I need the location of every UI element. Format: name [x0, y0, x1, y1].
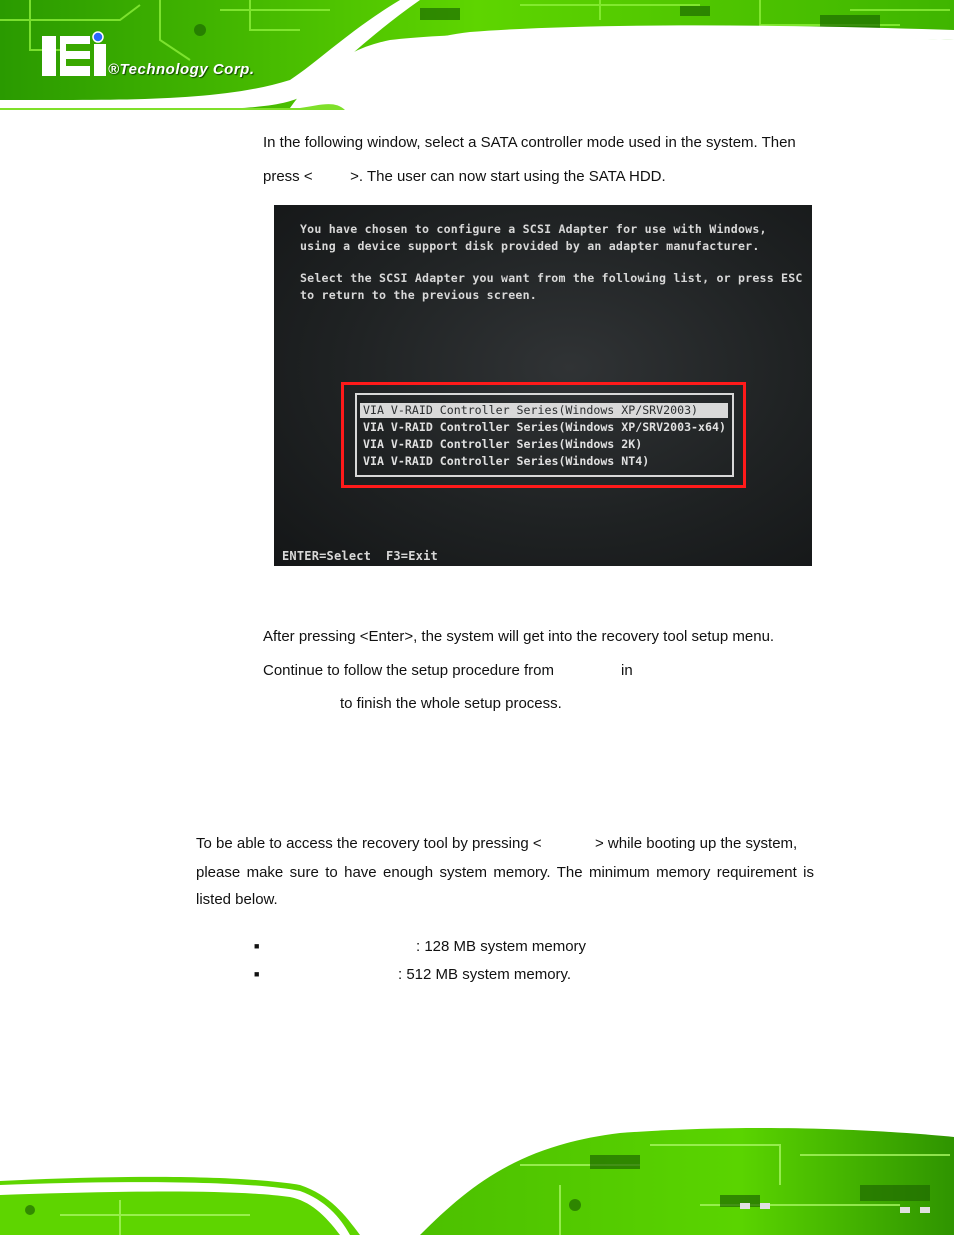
memory-line-2: please make sure to have enough system memory. The minimum memory requirement is — [196, 864, 814, 881]
console-line: You have chosen to configure a SCSI Adapter for use with Windows, — [300, 222, 767, 236]
bullet-item: : 512 MB system memory. — [398, 966, 572, 983]
adapter-list[interactable] — [355, 393, 734, 477]
setup-screenshot — [274, 205, 812, 566]
intro-line-1: In the following window, select a SATA controller mode used in the system. Then — [263, 134, 796, 151]
after-line-1: After pressing <Enter>, the system will get into the recovery tool setup menu. — [263, 628, 775, 645]
bullet-icon: ■ — [254, 969, 260, 979]
console-line: to return to the previous screen. — [300, 288, 537, 302]
intro-line-2: press < >. The user can now start using the SATA HDD. — [263, 168, 666, 185]
memory-line-1a: To be able to access the recovery tool by pressing < — [196, 835, 542, 852]
console-line: using a device support disk provided by an adapter manufacturer. — [300, 239, 760, 253]
company-name: ®Technology Corp. — [108, 61, 255, 78]
console-line: Select the SCSI Adapter you want from the following list, or press ESC — [300, 271, 803, 285]
status-bar: ENTER=Select F3=Exit — [282, 549, 438, 563]
adapter-option[interactable]: VIA V-RAID Controller Series(Windows XP/SRV2003-x64) — [363, 420, 726, 434]
bullet-item: : 128 MB system memory — [416, 938, 587, 955]
memory-line-3: listed below. — [196, 891, 278, 908]
adapter-option-selected[interactable]: VIA V-RAID Controller Series(Windows XP/SRV2003) — [363, 403, 699, 417]
memory-line-1b: > while booting up the system, — [595, 835, 798, 852]
adapter-option[interactable]: VIA V-RAID Controller Series(Windows NT4) — [363, 454, 650, 468]
after-line-2b: in — [621, 662, 633, 679]
after-line-3: to finish the whole setup process. — [340, 695, 562, 712]
header-banner — [0, 0, 954, 115]
adapter-option[interactable]: VIA V-RAID Controller Series(Windows 2K) — [363, 437, 643, 451]
iei-logo-icon — [42, 32, 106, 76]
bullet-icon: ■ — [254, 941, 260, 951]
footer-banner — [0, 1125, 954, 1235]
after-line-2a: Continue to follow the setup procedure from — [263, 662, 554, 679]
